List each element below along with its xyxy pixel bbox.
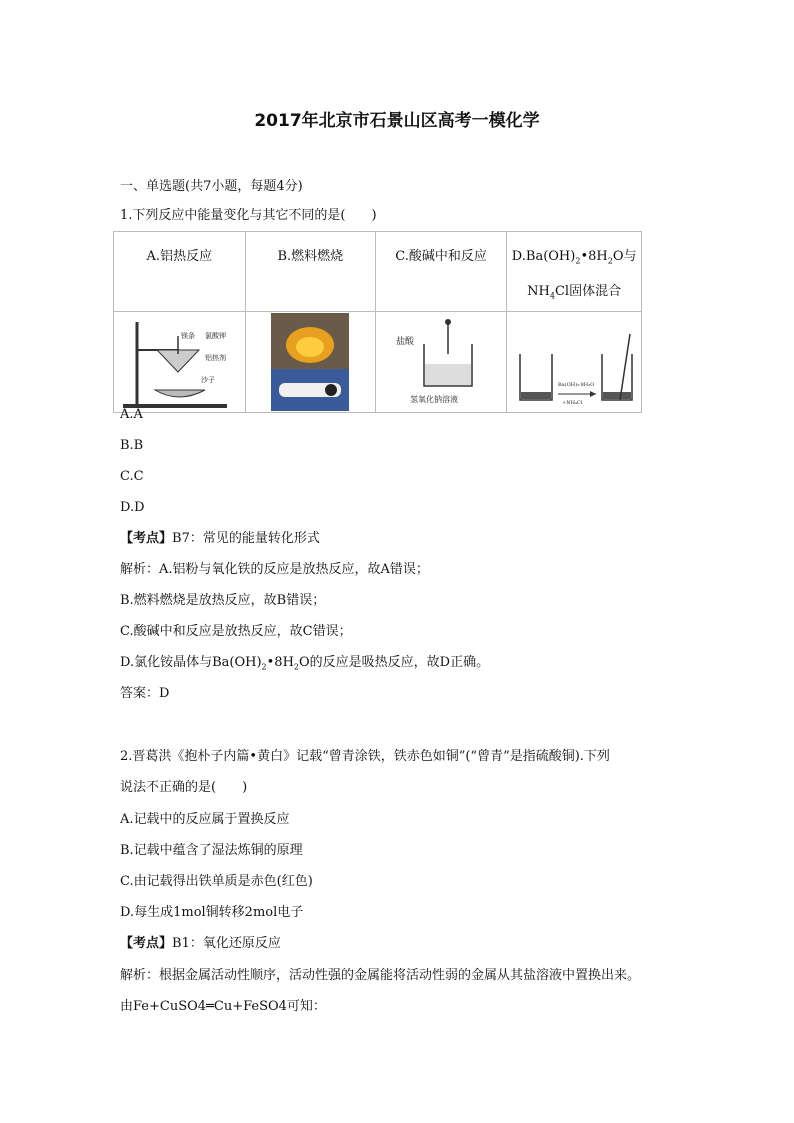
gas-stove-photo xyxy=(271,313,349,411)
question-2-stem-line-2: 说法不正确的是( ) xyxy=(120,780,248,795)
thermite-apparatus-figure xyxy=(119,314,239,410)
q2-analysis-line-1: 解析：根据金属活动性顺序，活动性强的金属能将活动性弱的金属从其盐溶液中置换出来。 xyxy=(120,968,641,983)
question-1-options-table xyxy=(113,231,642,413)
neutralization-figure xyxy=(386,314,496,410)
option-c-header: C.酸碱中和反应 xyxy=(375,232,506,312)
label-thermite: 铝热剂 xyxy=(205,354,227,363)
q1-analysis-line-2: B.燃料燃烧是放热反应，故B错误； xyxy=(120,593,326,608)
option-d-header-line2: $NH_4Cl$固体混合 xyxy=(527,283,622,301)
q1-option-a: A.A xyxy=(120,407,143,422)
q2-kaodian: 【考点】B1：氧化还原反应 xyxy=(120,936,281,951)
q2-analysis-line-2: 由Fe+CuSO4═Cu+FeSO4可知： xyxy=(120,999,326,1014)
option-c-image-cell xyxy=(375,312,506,413)
label-mg-ribbon: 镁条 xyxy=(181,332,196,341)
q1-option-b: B.B xyxy=(120,438,144,453)
option-a-image-cell xyxy=(114,312,246,413)
label-kclo3: 氯酸钾 xyxy=(205,332,227,341)
option-b-image-cell xyxy=(245,312,375,413)
barium-hydroxide-figure xyxy=(512,314,636,410)
option-d-header xyxy=(507,232,642,312)
option-a-header: A.铝热反应 xyxy=(114,232,246,312)
q1-option-d: D.D xyxy=(120,500,145,515)
q1-analysis-line-1: 解析：A.铝粉与氧化铁的反应是放热反应，故A错误； xyxy=(120,562,429,577)
q1-kaodian: 【考点】B7：常见的能量转化形式 xyxy=(120,531,320,546)
q1-analysis-line-3: C.酸碱中和反应是放热反应，故C错误； xyxy=(120,624,352,639)
label-hcl: 盐酸 xyxy=(396,337,415,348)
label-sand: 沙子 xyxy=(201,376,216,385)
option-d-image-cell xyxy=(507,312,642,413)
q2-option-c: C.由记载得出铁单质是赤色(红色) xyxy=(120,874,313,889)
q2-option-d: D.每生成1mol铜转移2mol电子 xyxy=(120,905,304,920)
option-d-header-line1: $D.Ba(OH)_2•8H_2O$与 xyxy=(511,249,637,266)
section-heading: 一、单选题(共7小题，每题4分) xyxy=(120,179,303,194)
q2-option-b: B.记载中蕴含了湿法炼铜的原理 xyxy=(120,843,303,858)
label-nh4cl: +NH₄Cl xyxy=(562,400,583,407)
q1-option-c: C.C xyxy=(120,469,144,484)
q1-analysis-line-4: D.氯化铵晶体与$Ba(OH)_2•8H_2O$的反应是吸热反应，故D正确。 xyxy=(120,655,490,672)
document-title: 2017年北京市石景山区高考一模化学 xyxy=(254,111,540,131)
label-naoh: 氢氧化钠溶液 xyxy=(410,395,459,405)
option-b-header: B.燃料燃烧 xyxy=(245,232,375,312)
question-1-stem: 1.下列反应中能量变化与其它不同的是( ) xyxy=(120,208,377,223)
label-baoh2: Ba(OH)₂·8H₂O xyxy=(558,382,595,389)
q2-option-a: A.记载中的反应属于置换反应 xyxy=(120,812,290,827)
question-2-stem-line-1: 2.晋葛洪《抱朴子内篇•黄白》记载“曾青涂铁，铁赤色如铜”(“曾青”是指硫酸铜).下列 xyxy=(120,749,610,764)
q1-answer: 答案：D xyxy=(120,686,170,701)
